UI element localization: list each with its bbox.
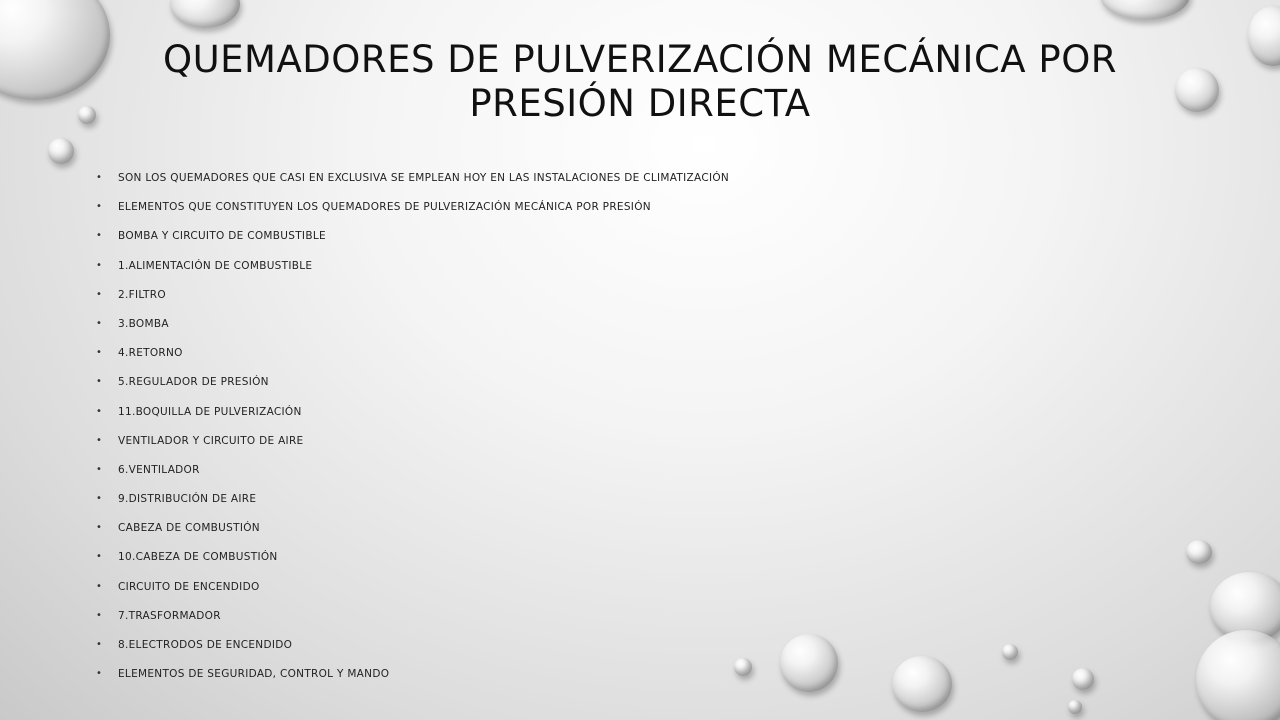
list-item [96,522,729,551]
list-item [96,493,729,522]
list-item [96,259,729,289]
list-item [96,405,729,435]
water-drop-icon [1196,630,1280,720]
water-drop-icon [1068,700,1082,714]
water-drop-icon [170,0,240,28]
list-item-text: BOMBA Y CIRCUITO DE COMBUSTIBLE [118,230,326,243]
bullet-icon: • [96,405,103,417]
list-item [96,580,729,610]
water-drop-icon [1175,68,1219,112]
list-item-text: 9.DISTRIBUCIÓN DE AIRE [118,493,257,506]
list-item-text: 8.ELECTRODOS DE ENCENDIDO [118,639,293,651]
bullet-icon: • [96,580,103,592]
list-item-text: 6.VENTILADOR [118,463,200,476]
list-item-text: SON LOS QUEMADORES QUE CASI EN EXCLUSIVA SE EMPLEAN HOY EN LAS INSTALACIONES DE CLIMATIZACIÓN [118,172,730,184]
list-item [96,551,729,580]
list-item-text: CABEZA DE COMBUSTIÓN [118,522,260,535]
bullet-icon: • [96,317,103,329]
water-drop-icon [892,656,952,712]
water-drop-icon [1186,540,1212,564]
bullet-icon: • [96,609,103,621]
list-item [96,463,729,493]
water-drop-icon [48,138,74,164]
bullet-icon: • [96,376,103,388]
list-item [96,288,729,318]
list-item-text: ELEMENTOS QUE CONSTITUYEN LOS QUEMADORES DE PULVERIZACIÓN MECÁNICA POR PRESIÓN [118,201,651,214]
list-item [96,639,729,668]
bullet-icon: • [96,434,103,446]
bullet-icon: • [96,522,103,534]
list-item-text: 10.CABEZA DE COMBUSTIÓN [118,551,278,564]
bullet-list [96,172,730,697]
list-item [96,668,729,697]
list-item-text: 3.BOMBA [118,317,169,330]
list-item-text: 5.REGULADOR DE PRESIÓN [118,376,269,389]
bullet-icon: • [96,230,103,242]
list-item [96,317,729,347]
bullet-icon: • [96,288,103,300]
water-drop-icon [1100,0,1190,20]
slide-title: QUEMADORES DE PULVERIZACIÓN MECÁNICA POR PRESIÓN DIRECTA [162,38,1118,125]
list-item-text: 2.FILTRO [118,288,166,301]
water-drop-icon [780,634,838,692]
water-drop-icon [1002,644,1018,660]
water-drop-icon [78,106,96,124]
list-item-text: VENTILADOR Y CIRCUITO DE AIRE [118,434,304,447]
list-item-text: ELEMENTOS DE SEGURIDAD, CONTROL Y MANDO [118,668,390,681]
list-item-text: 11.BOQUILLA DE PULVERIZACIÓN [118,405,302,418]
list-item [96,230,729,259]
bullet-icon: • [96,347,103,359]
list-item [96,376,729,405]
list-item [96,609,729,639]
list-item [96,347,729,376]
water-drop-icon [1072,668,1094,690]
bullet-icon: • [96,493,103,505]
list-item [96,434,729,464]
water-drop-icon [734,658,752,676]
list-item-text: 7.TRASFORMADOR [118,609,221,622]
bullet-icon: • [96,551,103,563]
list-item-text: CIRCUITO DE ENCENDIDO [118,580,260,593]
list-item-text: 1.ALIMENTACIÓN DE COMBUSTIBLE [118,259,313,272]
list-item-text: 4.RETORNO [118,347,183,360]
water-drop-icon [1248,6,1280,66]
bullet-icon: • [96,172,103,183]
bullet-icon: • [96,668,103,680]
water-drop-icon [0,0,110,100]
bullet-icon: • [96,201,103,213]
bullet-icon: • [96,259,103,271]
bullet-icon: • [96,463,103,475]
list-item [96,172,730,201]
list-item [96,201,729,230]
bullet-icon: • [96,639,103,650]
